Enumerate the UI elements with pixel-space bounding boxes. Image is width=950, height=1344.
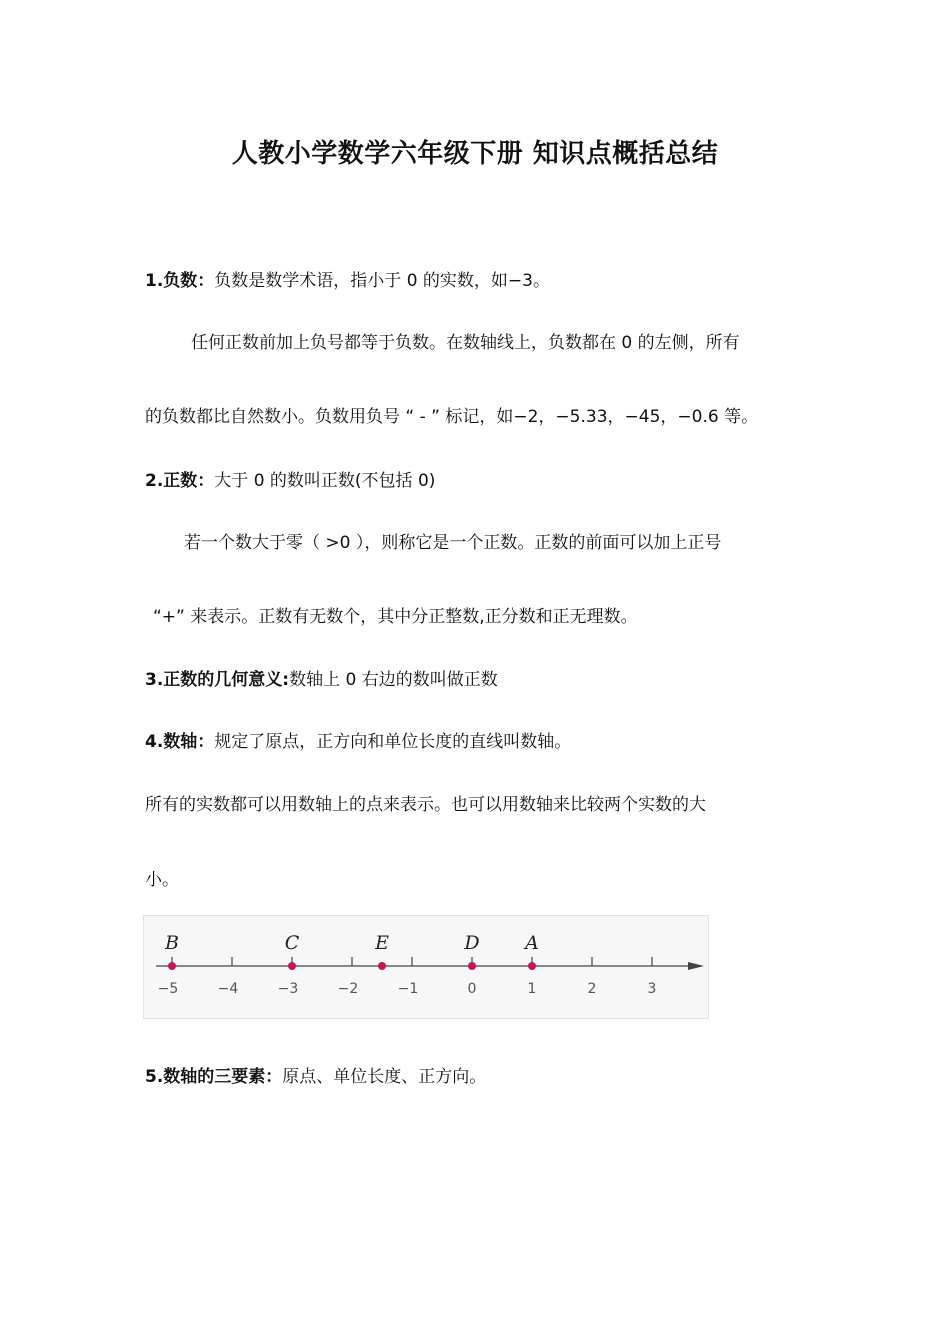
number-line-svg <box>144 916 708 1018</box>
section-4-line <box>145 730 571 754</box>
section-4-paragraph-2: 小。 <box>145 870 179 890</box>
section-1-line <box>145 269 550 293</box>
section-2-colon: ： <box>197 471 215 491</box>
point-label-b: B <box>165 932 179 954</box>
tick-label: 3 <box>647 981 657 997</box>
section-3-heading: 3.正数的几何意义: <box>145 670 290 690</box>
section-4-heading: 4.数轴 <box>145 732 198 752</box>
section-2-line <box>145 469 435 493</box>
page-title: 人教小学数学六年级下册 知识点概括总结 <box>231 139 719 169</box>
section-4-colon: ： <box>197 732 215 752</box>
number-line-arrow <box>688 962 704 970</box>
section-1-paragraph-2: 的负数都比自然数小。负数用负号 “ - ” 标记，如−2，−5.33，−45，−0.6 等。 <box>145 407 759 427</box>
section-2-paragraph-1: 若一个数大于零（ >0 ），则称它是一个正数。正数的前面可以加上正号 <box>184 533 722 553</box>
section-4-paragraph-1: 所有的实数都可以用数轴上的点来表示。也可以用数轴来比较两个实数的大 <box>145 795 706 815</box>
section-5-heading: 5.数轴的三要素 <box>145 1067 266 1087</box>
point-label-c: C <box>284 932 300 954</box>
section-1-heading: 1.负数 <box>145 271 198 291</box>
section-2-paragraph-2: “+” 来表示。正数有无数个，其中分正整数,正分数和正无理数。 <box>153 607 638 627</box>
tick-label: −1 <box>397 981 419 997</box>
tick-label: −2 <box>337 981 359 997</box>
section-1-paragraph-1: 任何正数前加上负号都等于负数。在数轴线上，负数都在 0 的左侧，所有 <box>191 333 740 353</box>
tick-label: −3 <box>277 981 299 997</box>
tick-label: 1 <box>527 981 537 997</box>
point-dot-b <box>168 962 176 970</box>
tick-label: 2 <box>587 981 597 997</box>
section-4-text: 规定了原点，正方向和单位长度的直线叫数轴。 <box>214 732 572 752</box>
point-dot-c <box>288 962 296 970</box>
tick-label: −5 <box>157 981 179 997</box>
section-5-text: 原点、单位长度、正方向。 <box>282 1067 487 1087</box>
section-2-text: 大于 0 的数叫正数(不包括 0) <box>214 471 436 491</box>
section-3-line <box>145 668 498 692</box>
section-3-text: 数轴上 0 右边的数叫做正数 <box>289 670 498 690</box>
number-line-figure <box>143 915 709 1019</box>
section-5-colon: ： <box>265 1067 283 1087</box>
point-label-a: A <box>525 932 539 954</box>
section-5-line <box>145 1065 486 1089</box>
point-label-e: E <box>375 932 389 954</box>
point-dot-e <box>378 962 386 970</box>
section-1-colon: ： <box>197 271 215 291</box>
tick-label: −4 <box>217 981 239 997</box>
point-label-d: D <box>464 932 480 954</box>
section-1-text: 负数是数学术语，指小于 0 的实数，如−3。 <box>214 271 550 291</box>
point-dot-a <box>528 962 536 970</box>
point-dot-d <box>468 962 476 970</box>
section-2-heading: 2.正数 <box>145 471 198 491</box>
tick-label: 0 <box>467 981 477 997</box>
